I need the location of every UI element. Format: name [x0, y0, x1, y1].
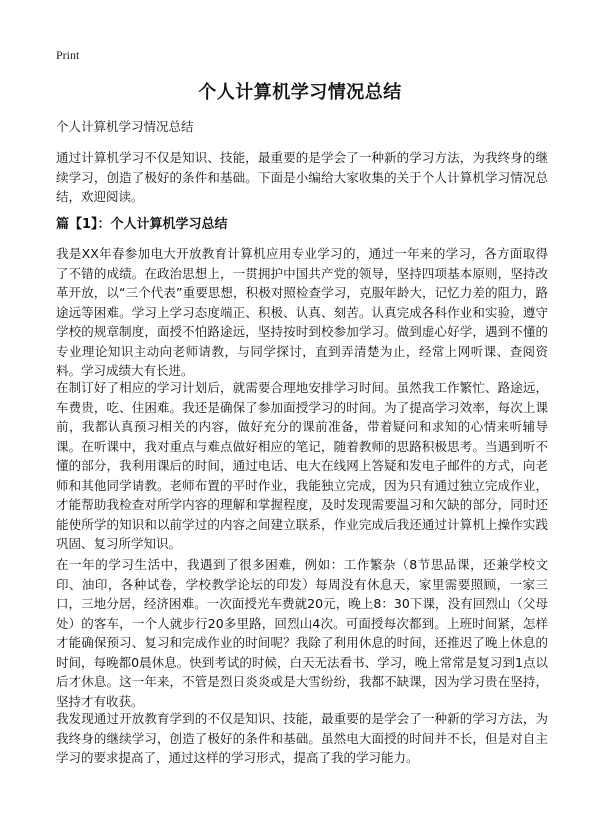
page-title: 个人计算机学习情况总结 — [198, 82, 402, 103]
section-heading: 篇【1】：个人计算机学习总结 — [56, 217, 228, 232]
body-paragraph-1: 我是XX年春参加电大开放教育计算机应用专业学习的，通过一年来的学习，各方面取得了不错的成绩。在政治思想上，一贯拥护中国共产党的领导，坚持四项基本原则，坚持改革开放，以“三个代表”重要思想，积极对照检查学习，克服年龄大，记忆力差的阻力，路途远等困难。学习上学习态度端正、积极、认真、刻苦。认真完成各科作业和实验，遵守学校的规章制度，面授不怕路途远，坚持按时到校参加学习。做到虚心好学，遇到不懂的专业理论知识主动向老师请教，与同学探讨，直到弄清楚为止，经常上网听课、查阅资料。学习成绩大有长进。 — [56, 246, 548, 378]
body-paragraph-2: 在制订好了相应的学习计划后，就需要合理地安排学习时间。虽然我工作繁忙、路途远，车费贵，吃、住困难。我还是确保了参加面授学习的时间。为了提高学习效率，每次上课前，我都认真预习相关的内容，做好充分的课前准备，带着疑问和求知的心情来听辅导课。在听课中，我对重点与难点做好相应的笔记，随着教师的思路积极思考。当遇到听不懂的部分，我利用课后的时间，通过电话、电大在线网上答疑和发电子邮件的方式，向老师和其他同学请教。老师布置的平时作业，我能独立完成，因为只有通过独立完成作业，才能帮助我检查对所学内容的理解和掌握程度，及时发现需要温习和欠缺的部分，同时还能使所学的知识和以前学过的内容之间建立联系，作业完成后我还通过计算机上操作实践巩固、复习所学知识。 — [56, 380, 548, 551]
print-link[interactable]: Print — [56, 48, 80, 62]
body-paragraph-3: 在一年的学习生活中，我遇到了很多困难，例如：工作繁杂（8节思品课，还兼学校文印、油印，各种试卷，学校教学论坛的印发）每周没有休息天，家里需要照顾，一家三口，三地分居，经济困难。一次面授光车费就20元，晚上8：30下课，没有回烈山（父母处）的客车，一个人就步行20多里路，回烈山4次。可面授每次都到。上班时间紧，怎样才能确保预习、复习和完成作业的时间呢？我除了利用休息的时间，还推迟了晚上休息的时间，每晚都0晨休息。快到考试的时候，白天无法看书、学习，晚上常常是复习到1点以后才休息。这一年来，不管是烈日炎炎或是大雪纷纷，我都不缺课，因为学习贵在坚持，坚持才有收获。 — [56, 557, 548, 709]
document-subtitle: 个人计算机学习情况总结 — [56, 119, 194, 134]
body-paragraph-4: 我发现通过开放教育学到的不仅是知识、技能，最重要的是学会了一种新的学习方法，为我终身的继续学习，创造了极好的条件和基础。虽然电大面授的时间并不长，但是对自主学习的要求提高了，通过这样的学习形式，提高了我的学习能力。 — [56, 711, 548, 765]
intro-paragraph: 通过计算机学习不仅是知识、技能，最重要的是学会了一种新的学习方法，为我终身的继续学习，创造了极好的条件和基础。下面是小编给大家收集的关于个人计算机学习情况总结，欢迎阅读。 — [56, 150, 548, 204]
